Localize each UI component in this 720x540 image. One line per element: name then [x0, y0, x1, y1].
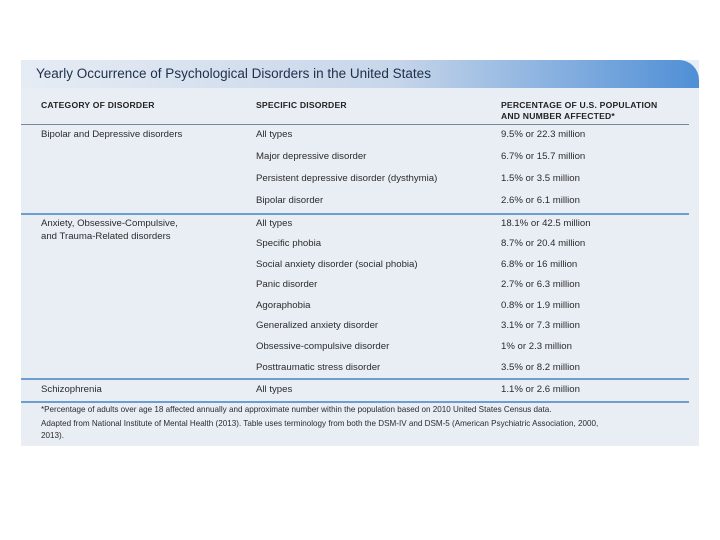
- disorder-cell: Social anxiety disorder (social phobia): [256, 259, 418, 270]
- table-bottom-rule: [21, 401, 689, 403]
- disorder-cell: All types: [256, 384, 293, 395]
- disorder-cell: Panic disorder: [256, 279, 318, 290]
- header-percentage-line2: AND NUMBER AFFECTED*: [501, 111, 615, 121]
- value-cell: 9.5% or 22.3 million: [501, 129, 586, 140]
- category-line: and Trauma-Related disorders: [41, 230, 171, 242]
- group-divider: [21, 378, 689, 380]
- category-line: Anxiety, Obsessive-Compulsive,: [41, 218, 178, 229]
- title-bar: [21, 60, 699, 88]
- disorder-cell: Posttraumatic stress disorder: [256, 362, 381, 373]
- disorders-table-panel: [21, 60, 699, 446]
- category-cell: Bipolar and Depressive disorders: [41, 129, 183, 140]
- value-cell: 1.1% or 2.6 million: [501, 384, 580, 395]
- value-cell: 1.5% or 3.5 million: [501, 173, 580, 184]
- disorder-cell: Bipolar disorder: [256, 195, 324, 206]
- disorder-cell: All types: [256, 218, 293, 229]
- disorder-cell: Agoraphobia: [256, 300, 311, 311]
- footnote-source: Adapted from National Institute of Mental Health (2013). Table uses terminology from both the DSM-IV and DSM-5 (American Psychiatric Association, 2000,: [41, 419, 599, 428]
- disorder-cell: Obsessive-compulsive disorder: [256, 341, 390, 352]
- disorder-cell: Specific phobia: [256, 238, 322, 249]
- value-cell: 3.5% or 8.2 million: [501, 362, 580, 373]
- header-percentage-line1: PERCENTAGE OF U.S. POPULATION: [501, 100, 658, 110]
- category-cell: Schizophrenia: [41, 384, 102, 395]
- footnote-source-cont: 2013).: [41, 431, 64, 440]
- value-cell: 3.1% or 7.3 million: [501, 320, 580, 331]
- header-specific: SPECIFIC DISORDER: [256, 100, 347, 110]
- footnote-census: *Percentage of adults over age 18 affected annually and approximate number within the population based on 2010 United States Census data.: [41, 405, 552, 414]
- value-cell: 6.7% or 15.7 million: [501, 151, 586, 162]
- category-cell: [41, 218, 178, 243]
- table-title: Yearly Occurrence of Psychological Disorders in the United States: [36, 66, 431, 81]
- value-cell: 0.8% or 1.9 million: [501, 300, 580, 311]
- disorder-cell: Major depressive disorder: [256, 151, 367, 162]
- value-cell: 8.7% or 20.4 million: [501, 238, 586, 249]
- value-cell: 2.7% or 6.3 million: [501, 279, 580, 290]
- value-cell: 1% or 2.3 million: [501, 341, 572, 352]
- value-cell: 2.6% or 6.1 million: [501, 195, 580, 206]
- group-divider: [21, 213, 689, 215]
- disorder-cell: Persistent depressive disorder (dysthymia): [256, 173, 438, 184]
- disorder-cell: Generalized anxiety disorder: [256, 320, 379, 331]
- header-percentage: [501, 100, 657, 122]
- disorder-cell: All types: [256, 129, 293, 140]
- header-category: CATEGORY OF DISORDER: [41, 100, 155, 110]
- value-cell: 6.8% or 16 million: [501, 259, 578, 270]
- value-cell: 18.1% or 42.5 million: [501, 218, 591, 229]
- header-rule: [21, 124, 689, 125]
